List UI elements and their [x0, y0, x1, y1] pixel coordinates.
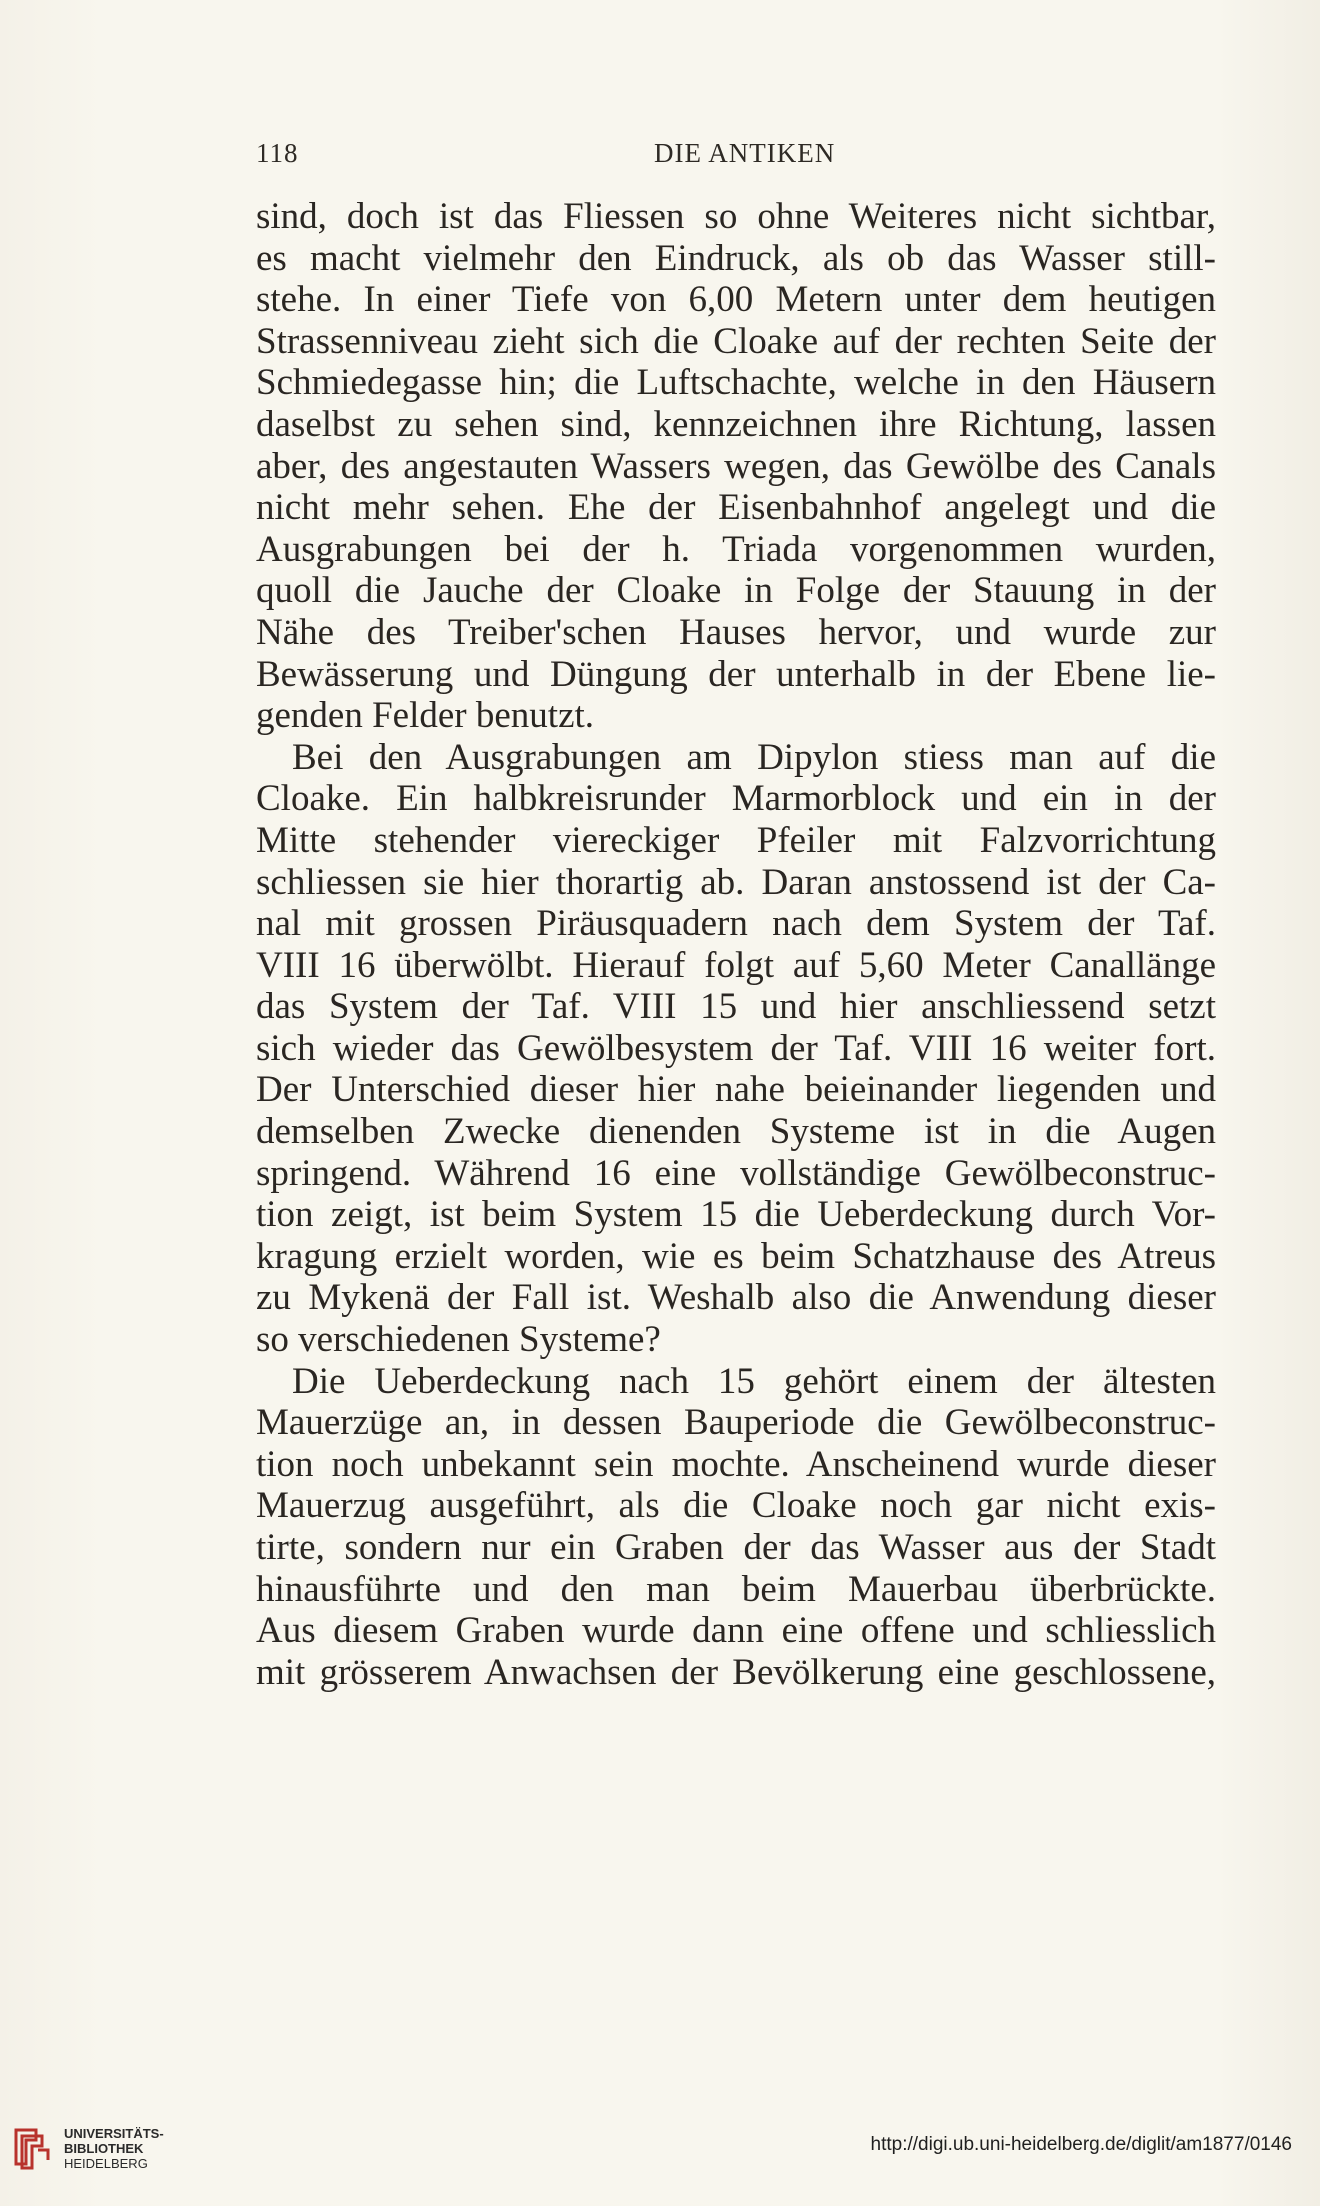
text-line: VIII 16 überwölbt. Hierauf folgt auf 5,60 Meter Canallänge — [256, 944, 1216, 986]
library-name-line: UNIVERSITÄTS- — [64, 2126, 164, 2141]
text-line: das System der Taf. VIII 15 und hier anschliessend setzt — [256, 986, 1216, 1028]
text-line-paragraph-end: genden Felder benutzt. — [256, 695, 595, 737]
text-line: Der Unterschied dieser hier nahe beieinander liegenden und — [256, 1069, 1216, 1111]
text-line: Schmiedegasse hin; die Luftschachte, welche in den Häusern — [256, 362, 1216, 404]
text-line-paragraph-start: Die Ueberdeckung nach 15 gehört einem der ältesten — [292, 1360, 1216, 1402]
source-url-link[interactable]: http://digi.ub.uni-heidelberg.de/diglit/am1877/0146 — [870, 2134, 1292, 2155]
text-line-paragraph-end: so verschiedenen Systeme? — [256, 1319, 661, 1361]
text-line: springend. Während 16 eine vollständige Gewölbeconstruc- — [256, 1152, 1216, 1194]
text-line: Mauerzug ausgeführt, als die Cloake noch gar nicht exis- — [256, 1485, 1216, 1527]
text-line: schliessen sie hier thorartig ab. Daran anstossend ist der Ca- — [256, 861, 1216, 903]
text-line: Bewässerung und Düngung der unterhalb in der Ebene lie- — [256, 653, 1216, 695]
text-line: daselbst zu sehen sind, kennzeichnen ihre Richtung, lassen — [256, 403, 1216, 445]
text-line: sind, doch ist das Fliessen so ohne Weiteres nicht sichtbar, — [256, 196, 1216, 237]
library-logo-icon — [12, 2124, 52, 2170]
text-line: Mitte stehender viereckiger Pfeiler mit Falzvorrichtung — [256, 819, 1216, 861]
text-line: nal mit grossen Piräusquadern nach dem System der Taf. — [256, 903, 1216, 945]
text-line: tion zeigt, ist beim System 15 die Ueberdeckung durch Vor- — [256, 1194, 1216, 1236]
text-line: es macht vielmehr den Eindruck, als ob das Wasser still- — [256, 237, 1216, 279]
library-name-line: HEIDELBERG — [64, 2156, 148, 2171]
text-line: kragung erzielt worden, wie es beim Schatzhause des Atreus — [256, 1235, 1216, 1277]
text-line: demselben Zwecke dienenden Systeme ist in die Augen — [256, 1111, 1216, 1153]
text-line: zu Mykenä der Fall ist. Weshalb also die Anwendung dieser — [256, 1277, 1216, 1319]
text-line: Mauerzüge an, in dessen Bauperiode die Gewölbeconstruc- — [256, 1402, 1216, 1444]
library-name-line: BIBLIOTHEK — [64, 2141, 144, 2156]
text-line: sich wieder das Gewölbesystem der Taf. VIII 16 weiter fort. — [256, 1027, 1216, 1069]
text-line: quoll die Jauche der Cloake in Folge der Stauung in der — [256, 570, 1216, 612]
text-line-paragraph-start: Bei den Ausgrabungen am Dipylon stiess man auf die — [292, 736, 1216, 778]
text-line: nicht mehr sehen. Ehe der Eisenbahnhof angelegt und die — [256, 487, 1216, 529]
text-line: stehe. In einer Tiefe von 6,00 Metern unter dem heutigen — [256, 279, 1216, 321]
text-line: tirte, sondern nur ein Graben der das Wasser aus der Stadt — [256, 1527, 1216, 1568]
text-line: hinausführte und den man beim Mauerbau überbrückte. — [256, 1568, 1216, 1610]
text-line: Nähe des Treiber'schen Hauses hervor, und wurde zur — [256, 611, 1216, 653]
text-line: Strassenniveau zieht sich die Cloake auf der rechten Seite der — [256, 320, 1216, 362]
text-line: Aus diesem Graben wurde dann eine offene und schliesslich — [256, 1610, 1216, 1652]
text-line: tion noch unbekannt sein mochte. Anscheinend wurde dieser — [256, 1443, 1216, 1485]
text-line: Cloake. Ein halbkreisrunder Marmorblock und ein in der — [256, 778, 1216, 820]
text-line: aber, des angestauten Wassers wegen, das Gewölbe des Canals — [256, 445, 1216, 487]
running-head — [256, 138, 1216, 174]
text-line: mit grösserem Anwachsen der Bevölkerung eine geschlossene, — [256, 1651, 1216, 1693]
library-name — [64, 2126, 164, 2171]
running-title: DIE ANTIKEN — [654, 138, 836, 168]
page-number: 118 — [256, 138, 299, 168]
body-text — [256, 196, 1216, 1693]
digitization-footer — [0, 2110, 1320, 2206]
text-line: Ausgrabungen bei der h. Triada vorgenommen wurden, — [256, 528, 1216, 570]
